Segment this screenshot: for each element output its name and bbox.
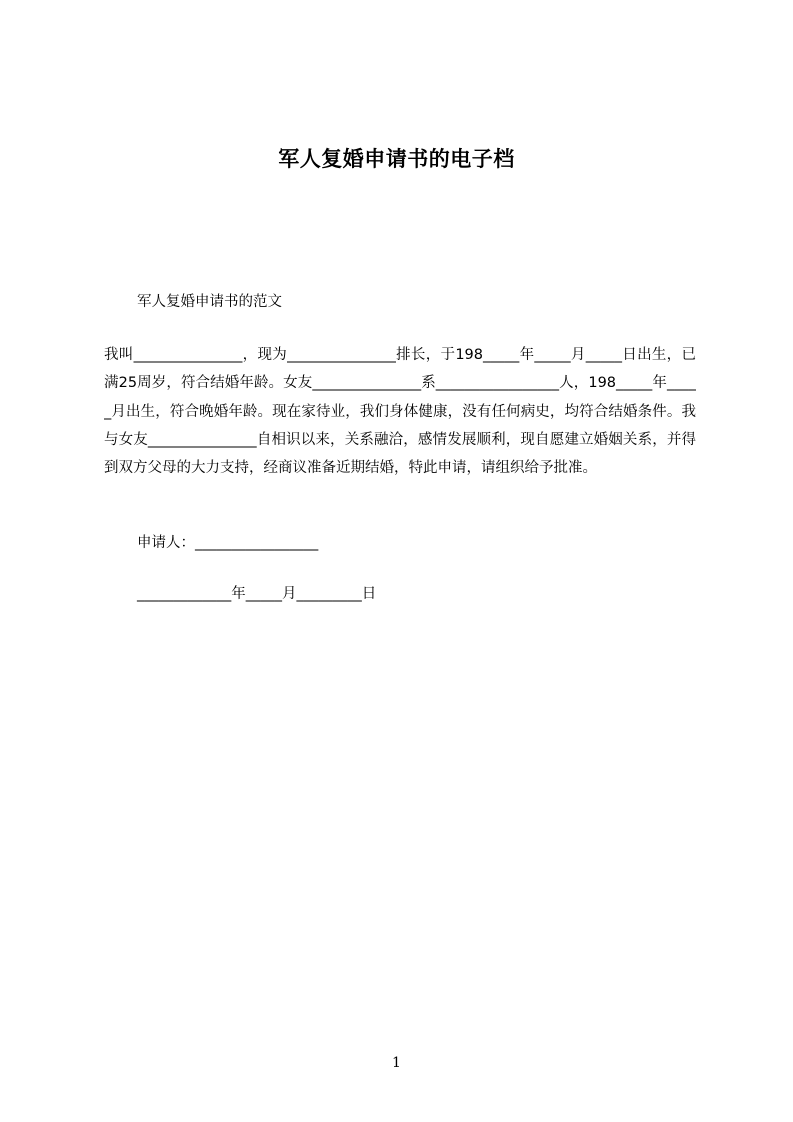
page-number: 1 <box>392 1055 401 1071</box>
date-line: _____________年_____月_________日 <box>137 586 377 602</box>
document-title: 军人复婚申请书的电子档 <box>278 147 515 171</box>
body-paragraph: 我叫_______________，现为_______________排长，于198_____年_____月_____日出生，已满25周岁，符合结婚年龄。女友_______________系_________________人，198_____年_____月出生，符合晚婚年龄。现在家待业，我们身体健康，没有任何病史，均符合结婚条件。我与女友_______________自相识以来，关系融洽，感情发展顺利，现自愿建立婚姻关系，并得到双方父母的大力支持，经商议准备近期结婚，特此申请，请组织给予批准。 <box>104 347 696 477</box>
document-subtitle: 军人复婚申请书的范文 <box>137 294 282 310</box>
applicant-signature-line: 申请人：_________________ <box>137 535 319 551</box>
